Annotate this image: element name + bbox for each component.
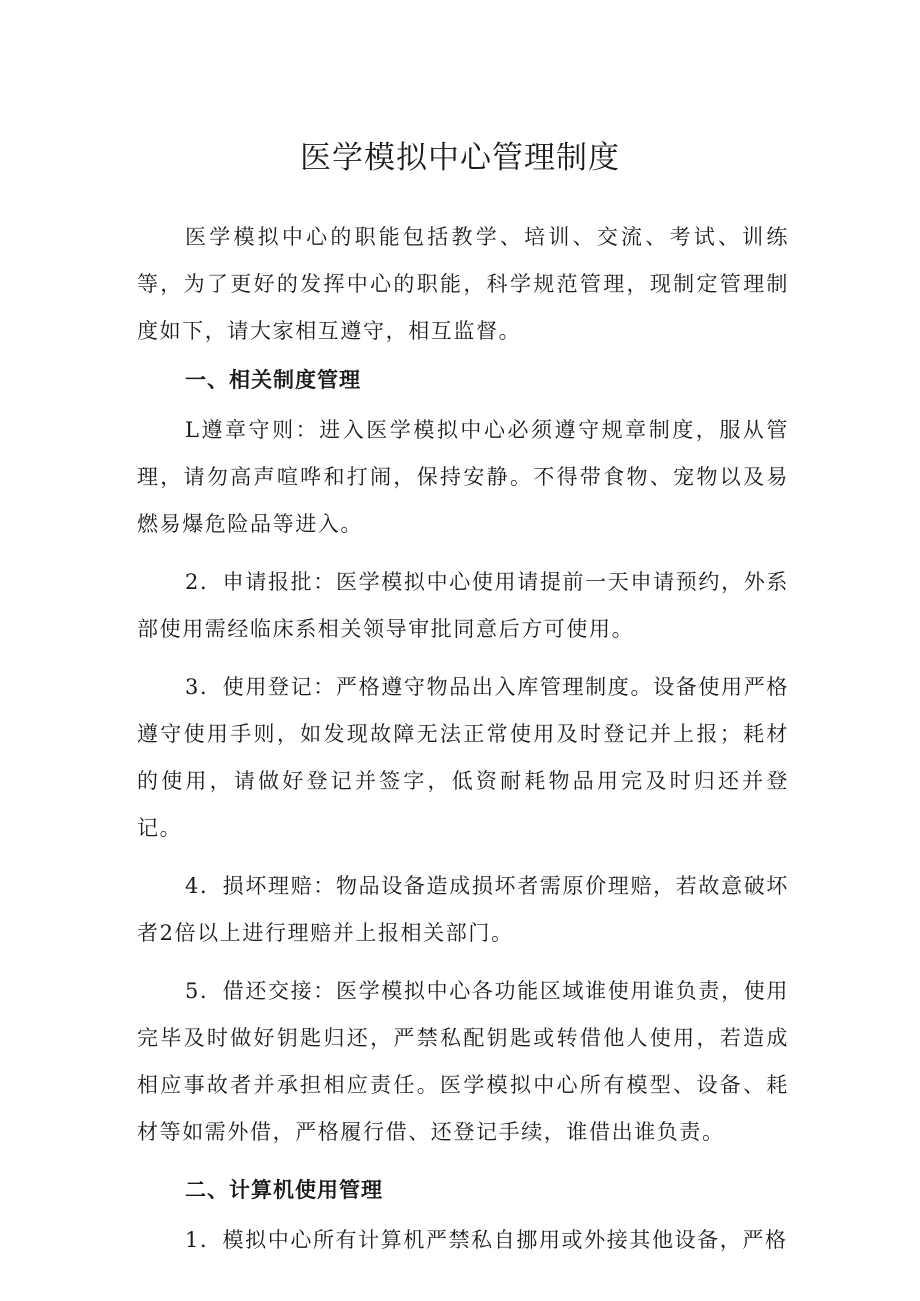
section-heading-regulations: 一、相关制度管理 [185, 368, 361, 392]
rule-item-4: 4．损坏理赔：物品设备造成损坏者需原价理赔，若故意破坏者2倍以上进行理赔并上报相关部门。 [137, 874, 789, 945]
rule-item-5: 5．借还交接：医学模拟中心各功能区域谁使用谁负责，使用完毕及时做好钥匙归还，严禁私配钥匙或转借他人使用，若造成相应事故者并承担相应责任。医学模拟中心所有模型、设备、耗材等如需外借，严格履行借、还登记手续，谁借出谁负责。 [137, 979, 789, 1144]
rule-item-1: L遵章守则：进入医学模拟中心必须遵守规章制度，服从管理，请勿高声喧哗和打闹，保持安静。不得带食物、宠物以及易燃易爆危险品等进入。 [137, 418, 789, 536]
document-title: 医学模拟中心管理制度 [300, 140, 620, 176]
document-body [137, 214, 789, 1275]
rule-item-2: 2．申请报批：医学模拟中心使用请提前一天申请预约，外系部使用需经临床系相关领导审批同意后方可使用。 [137, 570, 789, 641]
rule-item-3: 3．使用登记：严格遵守物品出入库管理制度。设备使用严格遵守使用手则，如发现故障无法正常使用及时登记并上报；耗材的使用，请做好登记并签字，低资耐耗物品用完及时归还并登记。 [137, 675, 789, 840]
intro-paragraph: 医学模拟中心的职能包括教学、培训、交流、考试、训练等，为了更好的发挥中心的职能，科学规范管理，现制定管理制度如下，请大家相互遵守，相互监督。 [137, 225, 789, 343]
computer-rule-item-1: 1．模拟中心所有计算机严禁私自挪用或外接其他设备，严格 [185, 1228, 788, 1252]
section-heading-computer: 二、计算机使用管理 [185, 1178, 383, 1202]
